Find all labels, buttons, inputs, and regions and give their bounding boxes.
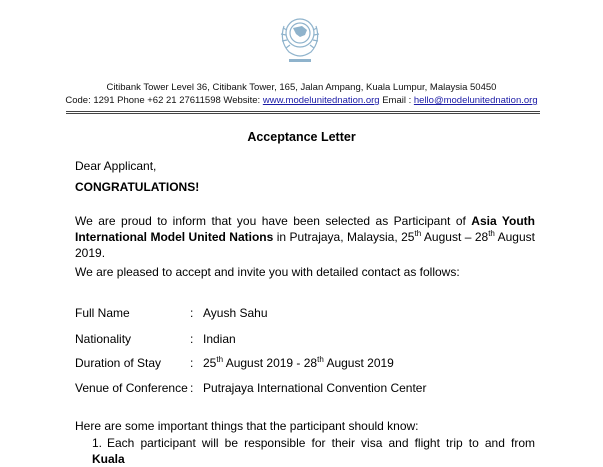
full-name-label: Full Name xyxy=(75,306,130,320)
notes-intro: Here are some important things that the participant should know: xyxy=(75,419,419,433)
salutation: Dear Applicant, xyxy=(75,159,157,173)
website-link[interactable]: www.modelunitednation.org xyxy=(262,95,380,106)
detail-row-venue xyxy=(75,380,426,396)
list-item-bold: Kuala xyxy=(92,452,125,466)
para-text: We are proud to inform that you have been selected as Participant of xyxy=(75,214,472,228)
colon: : xyxy=(190,356,194,370)
colon: : xyxy=(190,332,194,346)
list-number: 1. xyxy=(92,436,103,450)
header-divider xyxy=(66,111,540,112)
nationality-label: Nationality xyxy=(75,332,132,346)
detail-row-full-name xyxy=(75,305,268,321)
address-line: Citibank Tower Level 36, Citibank Tower, 165, Jalan Ampang, Kuala Lumpur, Malaysia 50450 xyxy=(106,82,497,93)
email-label: Email : xyxy=(379,95,414,106)
contact-line xyxy=(0,95,603,107)
acceptance-paragraph xyxy=(75,213,535,261)
para-text: August – 28 xyxy=(421,230,489,244)
duration-mid: August 2019 - 28 xyxy=(223,356,318,370)
ordinal-suffix: th xyxy=(414,229,422,238)
email-link[interactable]: hello@modelunitednation.org xyxy=(413,95,538,106)
ordinal-suffix: th xyxy=(488,229,495,238)
colon: : xyxy=(190,381,194,395)
duration-end: August 2019 xyxy=(323,356,394,370)
detail-row-duration xyxy=(75,355,394,371)
contact-code-phone: Code: 1291 Phone +62 21 27611598 Website: xyxy=(65,95,263,106)
venue-value: Putrajaya International Convention Center xyxy=(203,381,427,395)
duration-value xyxy=(203,356,394,370)
list-item-text: Each participant will be responsible for their visa and flight trip to and from xyxy=(107,436,535,450)
congratulations-heading: CONGRATULATIONS! xyxy=(75,180,200,194)
para-text: in Putrajaya, Malaysia, 25 xyxy=(273,230,415,244)
ordinal-suffix: th xyxy=(317,355,324,364)
detail-row-nationality xyxy=(75,331,236,347)
duration-label: Duration of Stay xyxy=(75,356,162,370)
ordinal-suffix: th xyxy=(216,355,224,364)
header-divider-secondary xyxy=(66,113,540,114)
notes-item-1 xyxy=(92,435,535,467)
letter-title: Acceptance Letter xyxy=(247,130,356,144)
invite-paragraph: We are pleased to accept and invite you with detailed contact as follows: xyxy=(75,265,460,279)
full-name-value: Ayush Sahu xyxy=(203,306,268,320)
para-text: August 2019. xyxy=(75,230,535,260)
organization-logo xyxy=(269,6,331,68)
venue-label: Venue of Conference xyxy=(75,381,188,395)
duration-start: 25 xyxy=(203,356,217,370)
event-name: Asia Youth International Model United Nations xyxy=(75,214,535,244)
nationality-value: Indian xyxy=(203,332,236,346)
colon: : xyxy=(190,306,194,320)
